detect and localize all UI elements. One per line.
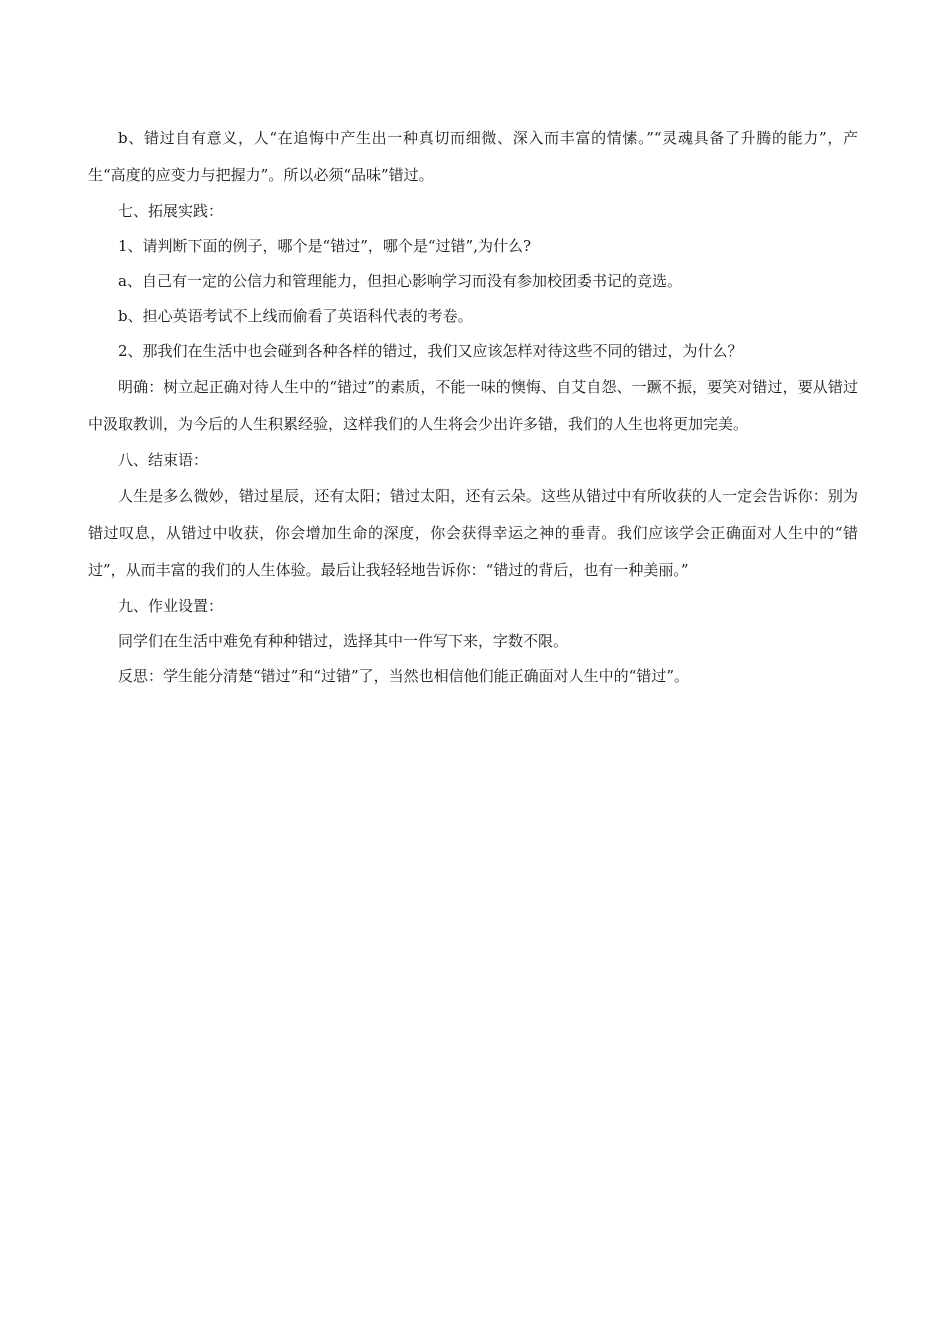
paragraph-clarification: 明确：树立起正确对待人生中的“错过”的素质，不能一味的懊悔、自艾自怨、一蹶不振，要笑对错过，要从错过中汲取教训，为今后的人生积累经验，这样我们的人生将会少出许多错，我们的人生也将更加完美。 — [88, 378, 858, 433]
heading-extension-practice: 七、拓展实践： — [118, 202, 224, 220]
paragraph-reflection: 反思：学生能分清楚“错过”和“过错”了，当然也相信他们能正确面对人生中的“错过”。 — [118, 667, 690, 685]
paragraph-homework: 同学们在生活中难免有种种错过，选择其中一件写下来，字数不限。 — [118, 632, 569, 650]
heading-homework: 九、作业设置： — [118, 597, 224, 615]
paragraph-significance: b、错过自有意义，人“在追悔中产生出一种真切而细微、深入而丰富的情愫。”“灵魂具备了升腾的能力”，产生“高度的应变力与把握力”。所以必须“品味”错过。 — [88, 129, 858, 184]
question-1: 1、请判断下面的例子，哪个是“错过”，哪个是“过错”,为什么? — [118, 237, 532, 255]
paragraph-conclusion: 人生是多么微妙，错过星辰，还有太阳；错过太阳，还有云朵。这些从错过中有所收获的人一定会告诉你：别为错过叹息，从错过中收获，你会增加生命的深度，你会获得幸运之神的垂青。我们应该学会正确面对人生中的“错过”，从而丰富的我们的人生体验。最后让我轻轻地告诉你：“错过的背后，也有一种美丽。” — [88, 487, 858, 579]
question-2: 2、那我们在生活中也会碰到各种各样的错过，我们又应该怎样对待这些不同的错过，为什么？ — [118, 342, 743, 360]
document-page — [88, 120, 858, 694]
example-a: a、自己有一定的公信力和管理能力，但担心影响学习而没有参加校团委书记的竞选。 — [118, 272, 682, 290]
example-b: b、担心英语考试不上线而偷看了英语科代表的考卷。 — [118, 307, 473, 325]
heading-conclusion: 八、结束语： — [118, 451, 209, 469]
